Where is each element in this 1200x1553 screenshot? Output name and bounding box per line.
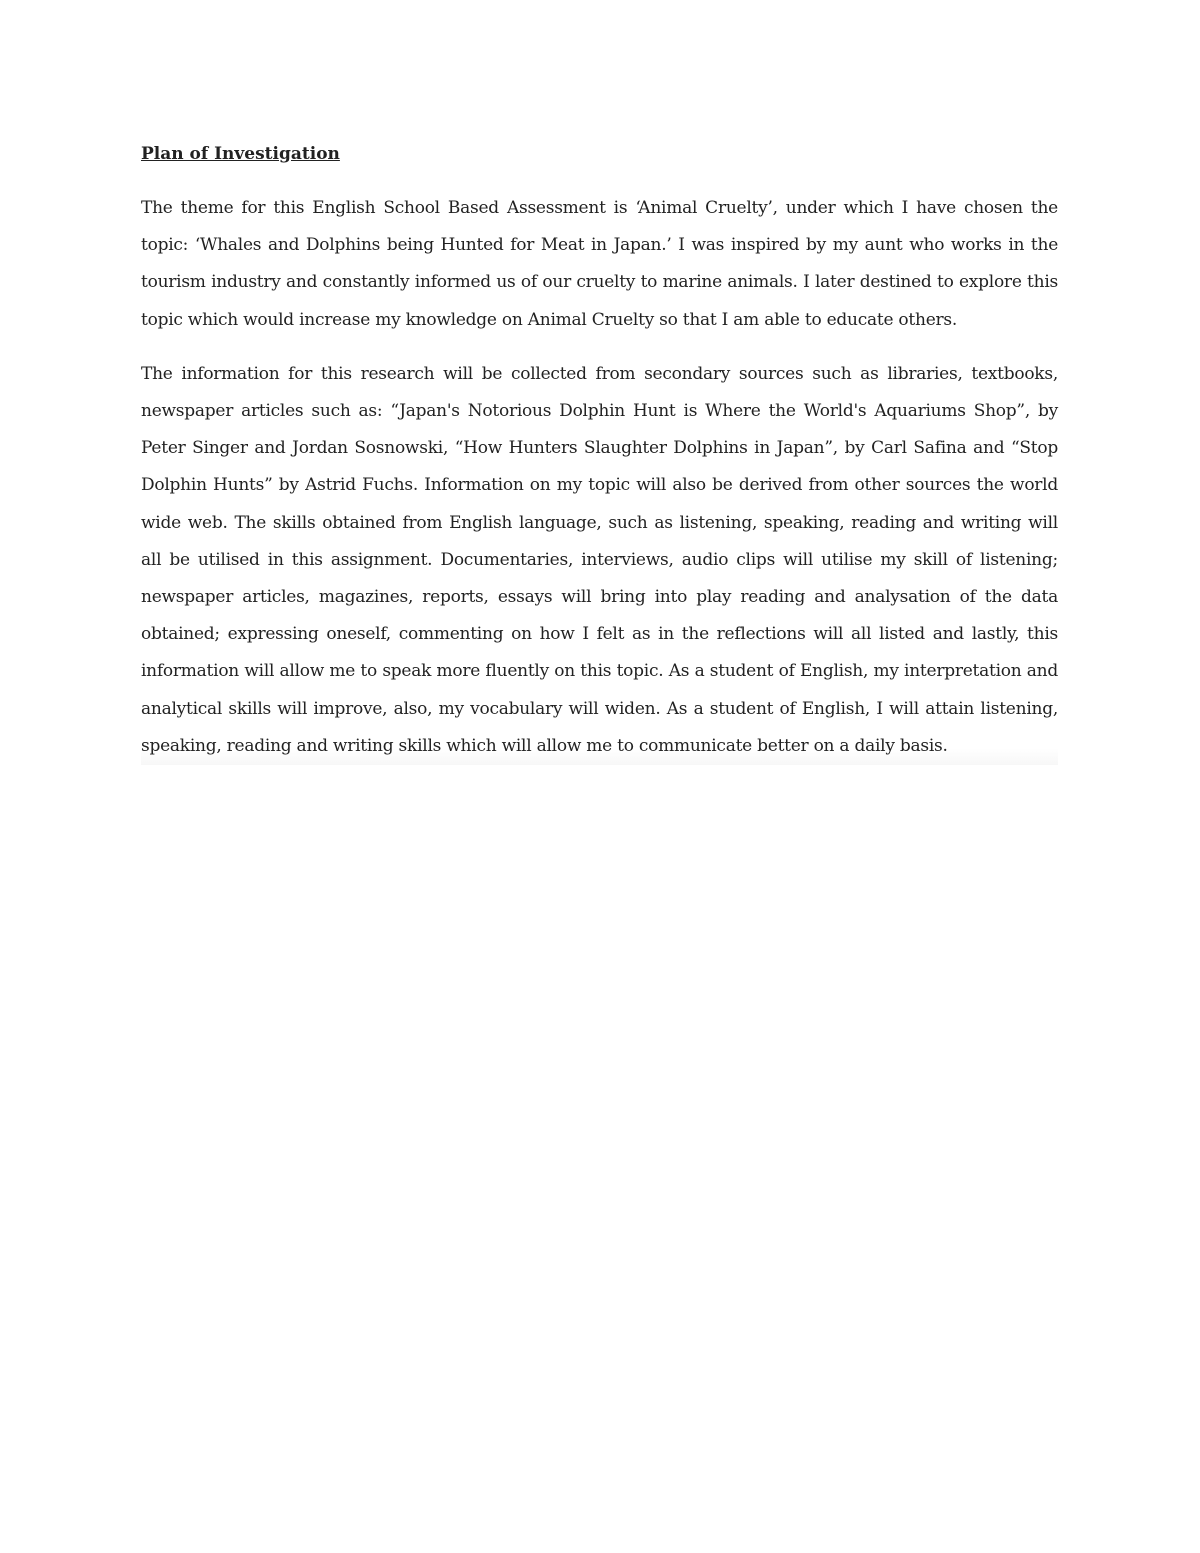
document-body <box>141 138 1058 782</box>
paragraph-theme: The theme for this English School Based Assessment is ‘Animal Cruelty’, under which I have chosen the topic: ‘Whales and Dolphins being Hunted for Meat in Japan.’ I was inspired by my aunt who works in the tourism industry and constantly informed us of our cruelty to marine animals. I later destined to explore this topic which would increase my knowledge on Animal Cruelty so that I am able to educate others. <box>141 198 1058 330</box>
paragraph-information-sources: The information for this research will be collected from secondary sources such as libraries, textbooks, newspaper articles such as: “Japan's Notorious Dolphin Hunt is Where the World's Aquariums Shop”, by Peter Singer and Jordan Sosnowski, “How Hunters Slaughter Dolphins in Japan”, by Carl Safina and “Stop Dolphin Hunts” by Astrid Fuchs. Information on my topic will also be derived from other sources the world wide web. The skills obtained from English language, such as listening, speaking, reading and writing will all be utilised in this assignment. Documentaries, interviews, audio clips will utilise my skill of listening; newspaper articles, magazines, reports, essays will bring into play reading and analysation of the data obtained; expressing oneself, commenting on how I felt as in the reflections will all listed and lastly, this information will allow me to speak more fluently on this topic. As a student of English, my interpretation and analytical skills will improve, also, my vocabulary will widen. As a student of English, I will attain listening, speaking, reading and writing skills which will allow me to communicate better on a daily basis. <box>141 356 1058 765</box>
document-heading: Plan of Investigation <box>141 144 340 164</box>
